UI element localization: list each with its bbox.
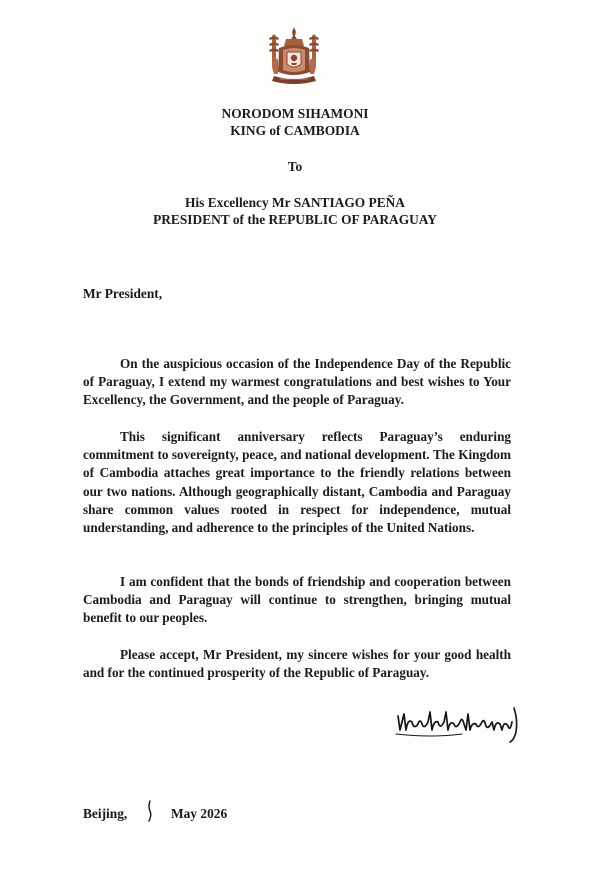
body-paragraph: I am confident that the bonds of friendship and cooperation between Cambodia and Paraguay will continue to strengthen, bringing mutual benefit to our peoples.: [83, 574, 511, 626]
signing-place: Beijing,: [83, 806, 128, 821]
body-paragraph: On the auspicious occasion of the Independence Day of the Republic of Paraguay, I extend my warmest congratulations and best wishes to Your Excellency, the Government, and the people of Paraguay.: [83, 356, 511, 408]
sender-title: KING of CAMBODIA: [230, 123, 360, 138]
royal-coat-of-arms-icon: [262, 26, 326, 88]
addressee-name: His Excellency Mr SANTIAGO PEÑA: [185, 195, 405, 210]
addressee-title: PRESIDENT of the REPUBLIC OF PARAGUAY: [153, 212, 437, 227]
salutation: Mr President,: [83, 286, 163, 301]
body-paragraph: This significant anniversary reflects Paraguay’s enduring commitment to sovereignty, peace, and national development. The Kingdom of Cambodia attaches great importance to the friendly relations between our two nations. Although geographically distant, Cambodia and Paraguay share common values rooted in respect for independence, mutual understanding, and adherence to the principles of the United Nations.: [83, 429, 511, 536]
body-paragraph: Please accept, Mr President, my sincere wishes for your good health and for the continued prosperity of the Republic of Paraguay.: [83, 647, 511, 681]
signing-date: May 2026: [171, 806, 228, 821]
sender-name: NORODOM SIHAMONI: [221, 106, 369, 121]
handwritten-signature: [392, 700, 528, 744]
handwritten-day-mark: [145, 799, 155, 823]
to-label: To: [287, 159, 303, 174]
